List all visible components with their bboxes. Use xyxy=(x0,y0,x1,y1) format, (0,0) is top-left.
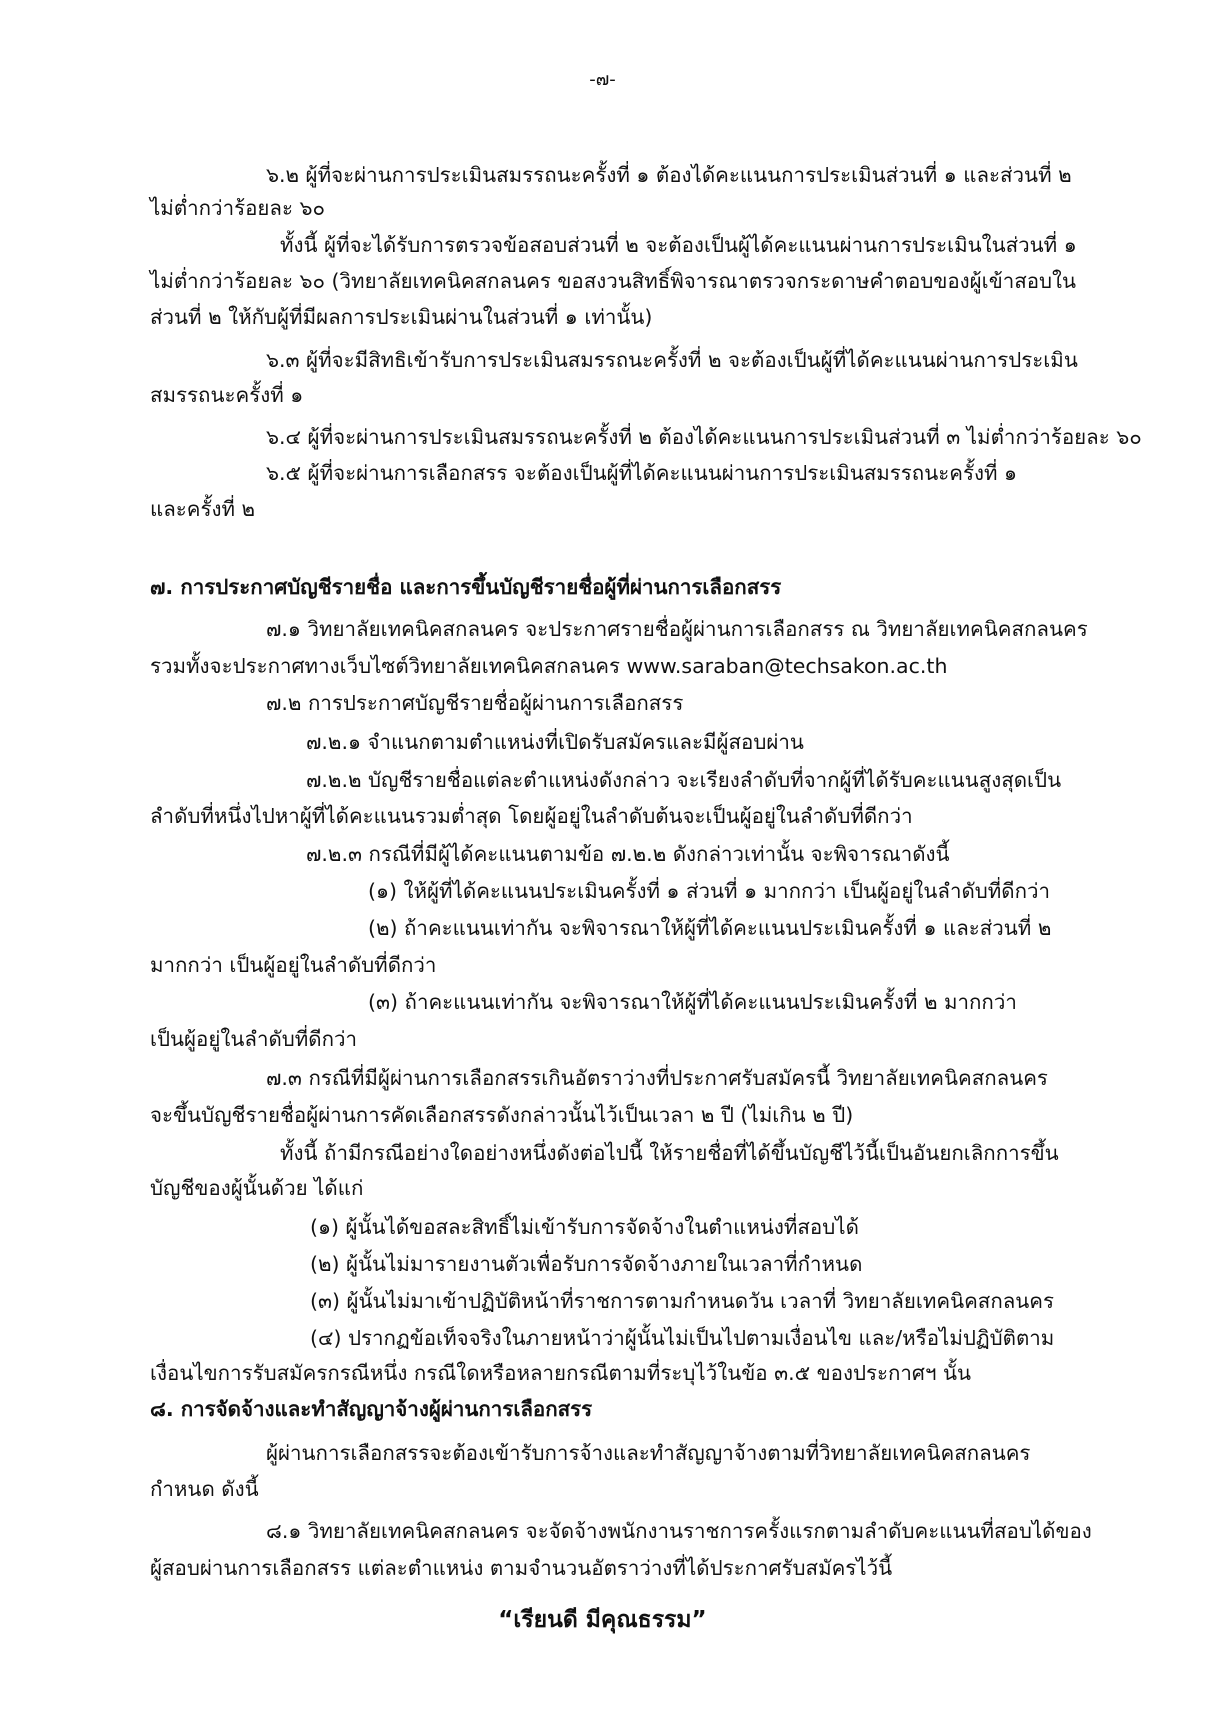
body-line: สมรรถนะครั้งที่ ๑ xyxy=(150,383,304,407)
body-line: ๗.๓ กรณีที่มีผู้ผ่านการเลือกสรรเกินอัตราว่างที่ประกาศรับสมัครนี้ วิทยาลัยเทคนิคสกลนคร xyxy=(266,1066,1048,1090)
body-line: มากกว่า เป็นผู้อยู่ในลำดับที่ดีกว่า xyxy=(150,953,437,977)
body-line: (๑) ผู้นั้นได้ขอสละสิทธิ์ไม่เข้ารับการจัดจ้างในตำแหน่งที่สอบได้ xyxy=(310,1215,859,1239)
section-8-heading: ๘. การจัดจ้างและทำสัญญาจ้างผู้ผ่านการเลือกสรร xyxy=(150,1397,593,1421)
body-line: (๑) ให้ผู้ที่ได้คะแนนประเมินครั้งที่ ๑ ส่วนที่ ๑ มากกว่า เป็นผู้อยู่ในลำดับที่ดีกว่า xyxy=(368,879,1051,903)
body-line: ๗.๒ การประกาศบัญชีรายชื่อผู้ผ่านการเลือกสรร xyxy=(266,691,684,715)
body-line: เป็นผู้อยู่ในลำดับที่ดีกว่า xyxy=(150,1027,358,1051)
body-line: ๖.๒ ผู้ที่จะผ่านการประเมินสมรรถนะครั้งที่ ๑ ต้องได้คะแนนการประเมินส่วนที่ ๑ และส่วนที่ ๒ xyxy=(266,163,1072,187)
body-line: ๗.๒.๒ บัญชีรายชื่อแต่ละตำแหน่งดังกล่าว จะเรียงลำดับที่จากผู้ที่ได้รับคะแนนสูงสุดเป็น xyxy=(306,768,1062,792)
body-line: (๔) ปรากฏข้อเท็จจริงในภายหน้าว่าผู้นั้นไม่เป็นไปตามเงื่อนไข และ/หรือไม่ปฏิบัติตาม xyxy=(310,1326,1055,1350)
page-number: -๗- xyxy=(589,69,616,90)
body-line: ๖.๕ ผู้ที่จะผ่านการเลือกสรร จะต้องเป็นผู้ที่ได้คะแนนผ่านการประเมินสมรรถนะครั้งที่ ๑ xyxy=(266,461,1018,485)
body-line: รวมทั้งจะประกาศทางเว็บไซต์วิทยาลัยเทคนิคสกลนคร www.saraban@techsakon.ac.th xyxy=(150,654,948,678)
body-line: (๒) ผู้นั้นไม่มารายงานตัวเพื่อรับการจัดจ้างภายในเวลาที่กำหนด xyxy=(310,1252,863,1276)
body-line: ทั้งนี้ ถ้ามีกรณีอย่างใดอย่างหนึ่งดังต่อไปนี้ ให้รายชื่อที่ได้ขึ้นบัญชีไว้นี้เป็นอันยกเลิกการขึ้น xyxy=(280,1141,1059,1165)
body-line: ๗.๑ วิทยาลัยเทคนิคสกลนคร จะประกาศรายชื่อผู้ผ่านการเลือกสรร ณ วิทยาลัยเทคนิคสกลนคร xyxy=(266,617,1088,641)
body-line: ทั้งนี้ ผู้ที่จะได้รับการตรวจข้อสอบส่วนที่ ๒ จะต้องเป็นผู้ได้คะแนนผ่านการประเมินในส่วนที่ ๑ xyxy=(280,233,1077,257)
body-line: (๓) ถ้าคะแนนเท่ากัน จะพิจารณาให้ผู้ที่ได้คะแนนประเมินครั้งที่ ๒ มากกว่า xyxy=(368,990,1017,1014)
body-line: ผู้สอบผ่านการเลือกสรร แต่ละตำแหน่ง ตามจำนวนอัตราว่างที่ได้ประกาศรับสมัครไว้นี้ xyxy=(150,1556,893,1580)
body-line: ๘.๑ วิทยาลัยเทคนิคสกลนคร จะจัดจ้างพนักงานราชการครั้งแรกตามลำดับคะแนนที่สอบได้ของ xyxy=(266,1519,1092,1543)
body-line: จะขึ้นบัญชีรายชื่อผู้ผ่านการคัดเลือกสรรดังกล่าวนั้นไว้เป็นเวลา ๒ ปี (ไม่เกิน ๒ ปี) xyxy=(150,1103,854,1127)
body-line: กำหนด ดังนี้ xyxy=(150,1477,259,1501)
section-7-heading: ๗. การประกาศบัญชีรายชื่อ และการขึ้นบัญชีรายชื่อผู้ที่ผ่านการเลือกสรร xyxy=(150,575,782,599)
body-line: บัญชีของผู้นั้นด้วย ได้แก่ xyxy=(150,1176,364,1200)
body-line: ลำดับที่หนึ่งไปหาผู้ที่ได้คะแนนรวมต่ำสุด โดยผู้อยู่ในลำดับต้นจะเป็นผู้อยู่ในลำดับที่ดีกว่า xyxy=(150,804,913,828)
body-line: และครั้งที่ ๒ xyxy=(150,497,256,521)
body-line: ๖.๓ ผู้ที่จะมีสิทธิเข้ารับการประเมินสมรรถนะครั้งที่ ๒ จะต้องเป็นผู้ที่ได้คะแนนผ่านการประเมิน xyxy=(266,348,1078,372)
body-line: (๒) ถ้าคะแนนเท่ากัน จะพิจารณาให้ผู้ที่ได้คะแนนประเมินครั้งที่ ๑ และส่วนที่ ๒ xyxy=(368,916,1052,940)
body-line: ๗.๒.๓ กรณีที่มีผู้ได้คะแนนตามข้อ ๗.๒.๒ ดังกล่าวเท่านั้น จะพิจารณาดังนี้ xyxy=(306,842,950,866)
college-motto: “เรียนดี มีคุณธรรม” xyxy=(498,1607,707,1633)
body-line: ๖.๔ ผู้ที่จะผ่านการประเมินสมรรถนะครั้งที่ ๒ ต้องได้คะแนนการประเมินส่วนที่ ๓ ไม่ต่ำกว่าร้อยละ ๖๐ xyxy=(266,425,1142,449)
body-line: ๗.๒.๑ จำแนกตามตำแหน่งที่เปิดรับสมัครและมีผู้สอบผ่าน xyxy=(306,730,804,754)
body-line: ไม่ต่ำกว่าร้อยละ ๖๐ (วิทยาลัยเทคนิคสกลนคร ขอสงวนสิทธิ์พิจารณาตรวจกระดาษคำตอบของผู้เข้าสอบใน xyxy=(150,269,1077,293)
body-line: (๓) ผู้นั้นไม่มาเข้าปฏิบัติหน้าที่ราชการตามกำหนดวัน เวลาที่ วิทยาลัยเทคนิคสกลนคร xyxy=(310,1289,1055,1313)
body-line: ไม่ต่ำกว่าร้อยละ ๖๐ xyxy=(150,196,326,220)
body-line: ผู้ผ่านการเลือกสรรจะต้องเข้ารับการจ้างและทำสัญญาจ้างตามที่วิทยาลัยเทคนิคสกลนคร xyxy=(266,1441,1031,1465)
body-line: ส่วนที่ ๒ ให้กับผู้ที่มีผลการประเมินผ่านในส่วนที่ ๑ เท่านั้น) xyxy=(150,305,653,329)
body-line: เงื่อนไขการรับสมัครกรณีหนึ่ง กรณีใดหรือหลายกรณีตามที่ระบุไว้ในข้อ ๓.๕ ของประกาศฯ นั้น xyxy=(150,1361,972,1385)
